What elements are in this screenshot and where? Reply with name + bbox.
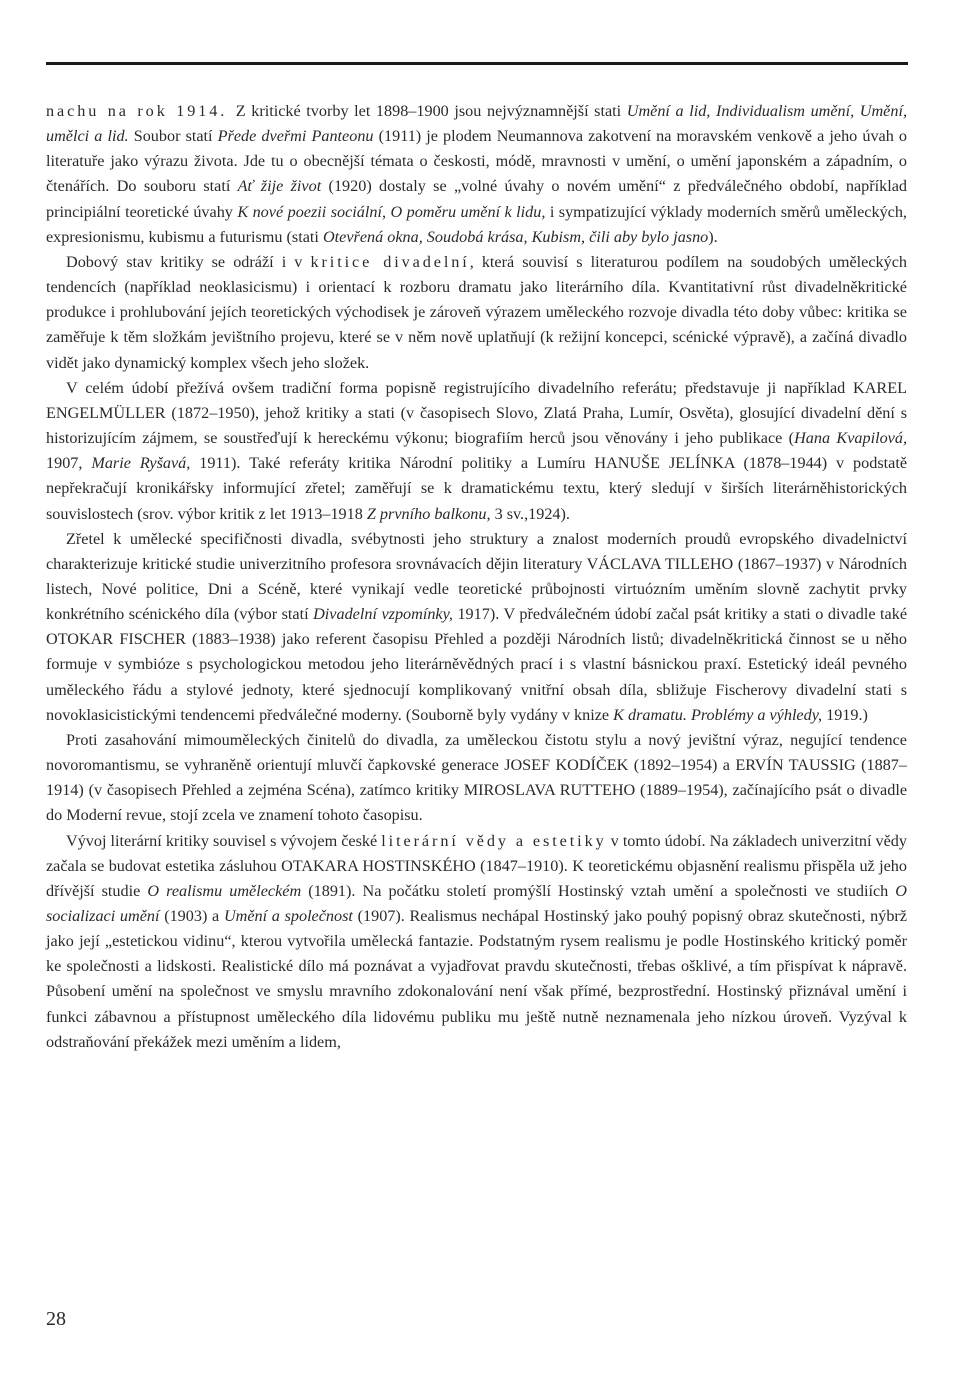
text-run: 1917). V předválečném údobí začal psát kritiky a stati o divadle také OTOKAR FISCHER (1883–1938) jako referent časopisu Přehled a později Národních listů; divadelněkritická činnost se u něho formuje v symbióze s psychologickou metodou jeho literárněvědných prací i s vlastní básnickou praxí. Estetický ideál pevného uměleckého řádu a stylové jednoty, které sjednocují komplikovaný vnitřní obsah díla, sbližuje Fischerovy divadelní stati s novoklasicistickými tendencemi předválečné moderny. (Souborně byly vydány v knize — [46, 605, 907, 724]
page-number: 28 — [46, 1308, 66, 1330]
spaced-run: literární vědy a estetiky — [381, 831, 607, 850]
text-run: 1919.) — [822, 705, 868, 724]
text-run: Dobový stav kritiky se odráží i v — [66, 252, 311, 271]
italic-run: Hana Kvapilová, — [794, 429, 907, 448]
italic-run: K dramatu. Problémy a výhledy, — [613, 705, 823, 724]
text-run: (1903) a — [159, 907, 224, 925]
italic-run: Divadelní vzpomínky, — [313, 605, 453, 624]
italic-run: Přede dveřmi Panteonu — [217, 127, 374, 146]
text-run: (1907). Realismus nechápal Hostinský jako pouhý popisný obraz skutečnosti, nýbrž jako její „estetickou vidinu“, kterou vytvořila umělecká fantazie. Podstatným rysem realismu je podle Hostinského kritický poměr ke společnosti a lidskosti. Realistické dílo má poznávat a vyjadřovat pravdu skutečnosti, třebas ošklivé, a tím přispívat k nápravě. Působení umění na společnost ve smyslu mravního zdokonalování není však přímé, bezprostřední. Hostinský přiznával umění i funkci zábavnou a přístupnost uměleckého díla lidovému publiku mu ještě nutně neznamenala jeho nízkou úroveň. Vyzýval k odstraňování překážek mezi uměním a lidem, — [46, 907, 907, 1051]
italic-run: O socializaci umění — [46, 881, 907, 925]
text-run: Z kritické tvorby let 1898–1900 jsou nejvýznamnější stati — [235, 102, 627, 120]
italic-run: Z prvního balkonu, — [366, 504, 491, 523]
text-run: 1907, — [46, 454, 92, 473]
text-run: Soubor statí — [128, 127, 218, 146]
italic-run: K nové poezii sociální, O poměru umění k lidu, — [237, 202, 546, 221]
spaced-run: kritice divadelní — [310, 252, 470, 271]
body-text — [46, 99, 907, 1055]
italic-run: Umění a lid, Individualism umění, Umění, umělci a lid. — [46, 102, 907, 146]
text-run: V celém údobí přežívá ovšem tradiční forma popisně registrujícího divadelního referátu; představuje ji například KAREL ENGELMÜLLER (1872–1950), jehož kritiky a stati (v časopisech Slovo, Zlatá Praha, Lumír, Osvěta), glosující divadelní dění s historizujícím zájmem, se soustřeďují k hereckému výkonu; biografiím herců jsou věnovány i jeho publikace ( — [46, 378, 907, 448]
paragraph — [46, 728, 907, 829]
text-run: 1911). Také referáty kritika Národní politiky a Lumíru HANUŠE JELÍNKA (1878–1944) v podstatě nepřekračují kronikářsky informující zřetel; zaměřují se k dramatickému textu, který sledují v širších literárněhistorických souvislostech (srov. výbor kritik z let 1913–1918 — [46, 454, 908, 523]
text-run: , která souvisí s literaturou podílem na soudobých uměleckých tendencích (například neoklasicismu) i orientací k rozboru dramatu jako literárního díla. Kvantitativní růst divadelněkritické produkce i prohlubování jejích teoretických východisek je zároveň výrazem uměleckého rozvoje divadla této doby vůbec: kritika se zaměřuje k těm složkám jevištního projevu, které se v něm nově uplatňují (k režijní koncepci, scénické výpravě), a začíná divadlo vidět jako dynamický komplex všech jeho složek. — [46, 252, 907, 372]
paragraph — [46, 829, 907, 1055]
italic-run: Umění a společnost — [223, 907, 353, 925]
text-run: Vývoj literární kritiky souvisel s vývojem české — [66, 831, 382, 850]
text-run: (1920) dostaly se „volné úvahy o novém umění“ z předválečného období, například principiální teoretické úvahy — [46, 177, 907, 221]
text-run: Zřetel k umělecké specifičnosti divadla, svébytnosti jeho struktury a znalost moderních proudů evropského divadelnictví charakterizuje kritické studie univerzitního profesora srovnávacích dějin literatury VÁCLAVA TILLEHO (1867–1937) v Národních listech, Nové politice, Dni a Scéně, které vynikají vedle teoretické průbojnosti virtuózním uměním slovně zachytit prvky konkrétního scénického díla (výbor statí — [46, 529, 907, 624]
text-run: (1891). Na počátku století promýšlí Hostinský vztah umění a společnosti ve studiích — [301, 881, 896, 900]
italic-run: O realismu uměleckém — [147, 881, 302, 900]
paragraph — [46, 376, 907, 527]
text-run: 3 sv.,1924). — [490, 504, 570, 523]
italic-run: Ať žije život — [237, 177, 322, 196]
text-run: (1911) je plodem Neumannova zakotvení na moravském venkově a jeho úvah o literatuře jako výrazu života. Jde tu o obecnější témata o českosti, módě, mravnosti v umění, o umění japonském a západním, o čtenářích. Do souboru statí — [46, 127, 908, 196]
paragraph — [46, 99, 907, 250]
italic-run: Otevřená okna, Soudobá krása, Kubism, čili aby bylo jasno — [322, 227, 709, 246]
text-run: i sympatizující výklady moderních směrů uměleckých, expresionismu, kubismu a futurismu (stati — [46, 202, 907, 246]
text-run: v tomto údobí. Na základech univerzitní vědy začala se budovat estetika zásluhou OTAKARA HOSTINSKÉHO (1847–1910). K teoretickému objasnění realismu přispěla už jeho dřívější studie — [46, 831, 907, 900]
top-rule — [46, 62, 908, 65]
paragraph — [46, 527, 907, 728]
italic-run: Marie Ryšavá, — [91, 454, 191, 473]
spaced-run: nachu na rok 1914. — [46, 102, 236, 120]
paragraph — [46, 250, 907, 376]
text-run: ). — [708, 227, 718, 246]
text-run: Proti zasahování mimouměleckých činitelů do divadla, za uměleckou čistotu stylu a nový jevištní výraz, negující tendence novoromantismu, se vyhraněně orientují mluvčí čapkovské generace JOSEF KODÍČEK (1892–1954) a ERVÍN TAUSSIG (1887–1914) (v časopisech Přehled a zejména Scéna), zatímco kritiky MIROSLAVA RUTTEHO (1889–1954), začínajícího psát o divadle do Moderní revue, stojí zcela ve znamení tohoto časopisu. — [46, 730, 907, 825]
